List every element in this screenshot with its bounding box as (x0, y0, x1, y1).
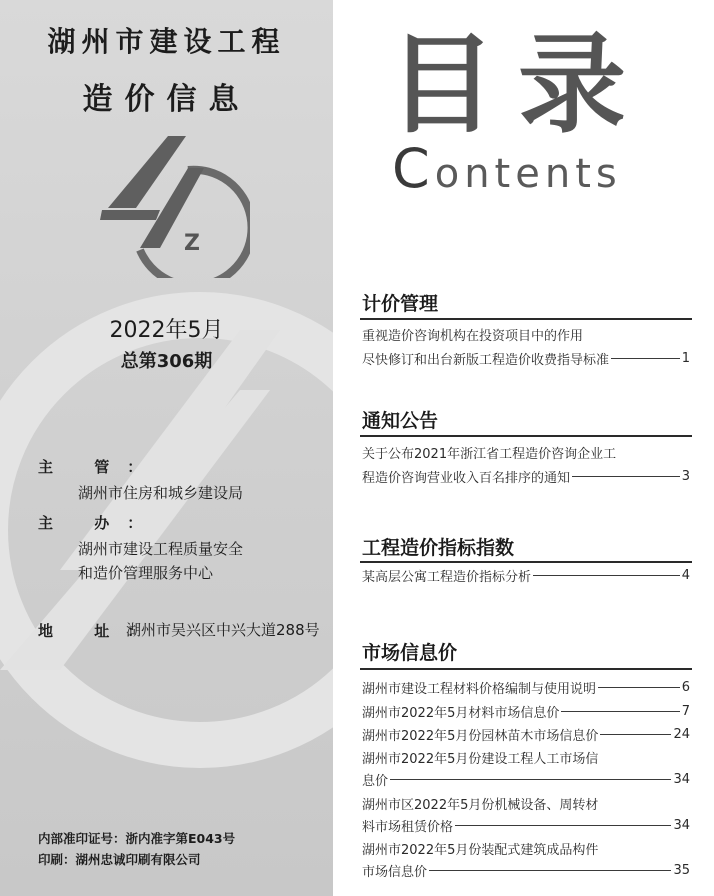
toc-entry-text: 湖州市区2022年5月份机械设备、周转材 (362, 797, 599, 813)
toc-entry[interactable] (362, 725, 690, 743)
section-title: 市场信息价 (362, 642, 458, 664)
issue-date: 2022年5月 (109, 318, 224, 343)
toc-entry-page: 34 (673, 771, 690, 787)
toc-entry-text: 程造价咨询营业收入百名排序的通知 (362, 470, 571, 486)
toc-entry[interactable] (362, 566, 690, 584)
contents-cap: C (392, 137, 435, 200)
sponsor-value-line2: 和造价管理服务中心 (78, 564, 214, 582)
logo-letter: Z (184, 231, 200, 256)
toc-entry[interactable] (362, 702, 690, 720)
address-value: 湖州市吴兴区中兴大道288号 (126, 621, 320, 639)
toc-entry-text: 市场信息价 (362, 864, 428, 880)
toc-entry-text: 湖州市2022年5月份建设工程人工市场信 (362, 751, 599, 767)
publisher-logo (100, 128, 250, 278)
toc-entry-page: 4 (681, 567, 690, 583)
supervisor-label: 主 管： (38, 458, 161, 476)
print-permit: 内部准印证号：浙内准字第E043号 (38, 831, 236, 846)
toc-entry[interactable] (362, 794, 690, 812)
section-rule (360, 668, 692, 670)
toc-entry-page: 35 (673, 862, 690, 878)
toc-entry[interactable] (362, 349, 690, 367)
issue-number: 总第306期 (120, 351, 213, 372)
address-label: 地 址： (38, 622, 161, 640)
toc-entry-text: 关于公布2021年浙江省工程造价咨询企业工 (362, 446, 617, 462)
section-rule (360, 435, 692, 437)
sponsor-label: 主 办： (38, 514, 161, 532)
toc-entry-text: 湖州市建设工程材料价格编制与使用说明 (362, 681, 597, 697)
contents-wordmark (392, 137, 622, 200)
toc-entry-page: 34 (673, 817, 690, 833)
toc-entry-page: 24 (673, 726, 690, 742)
section-rule (360, 318, 692, 320)
toc-entry-page: 3 (681, 468, 690, 484)
section-title: 计价管理 (362, 293, 439, 315)
sponsor-value-line1: 湖州市建设工程质量安全 (78, 540, 244, 558)
toc-entry-text: 湖州市2022年5月材料市场信息价 (362, 705, 560, 721)
toc-entry[interactable] (362, 443, 690, 461)
toc-entry[interactable] (362, 748, 690, 766)
toc-entry-text: 湖州市2022年5月份装配式建筑成品构件 (362, 842, 599, 858)
printer: 印刷：湖州忠诚印刷有限公司 (38, 852, 201, 867)
toc-entry-text: 某高层公寓工程造价指标分析 (362, 569, 532, 585)
toc-entry[interactable] (362, 839, 690, 857)
magazine-title-line2: 造价信息 (82, 82, 251, 117)
section-rule (360, 561, 692, 563)
section-title: 通知公告 (362, 410, 439, 432)
magazine-title-line1: 湖州市建设工程 (47, 25, 286, 58)
cover-panel (0, 0, 333, 896)
toc-entry[interactable] (362, 861, 690, 879)
toc-entry-page: 7 (681, 703, 690, 719)
toc-entry-text: 料市场租赁价格 (362, 819, 454, 835)
toc-entry-text: 湖州市2022年5月份园林苗木市场信息价 (362, 728, 599, 744)
toc-entry-text: 尽快修订和出台新版工程造价收费指导标准 (362, 352, 610, 368)
toc-entry[interactable] (362, 816, 690, 834)
section-title: 工程造价指标指数 (362, 537, 515, 559)
toc-entry-page: 6 (681, 679, 690, 695)
toc-entry[interactable] (362, 325, 690, 343)
toc-entry[interactable] (362, 678, 690, 696)
toc-entry[interactable] (362, 770, 690, 788)
toc-entry-text: 重视造价咨询机构在投资项目中的作用 (362, 328, 584, 344)
toc-entry-text: 息价 (362, 773, 389, 789)
toc-entry-page: 1 (681, 350, 690, 366)
toc-title: 目录 (388, 23, 649, 148)
toc-entry[interactable] (362, 467, 690, 485)
supervisor-value: 湖州市住房和城乡建设局 (78, 484, 244, 502)
contents-rest: ontents (434, 151, 622, 197)
